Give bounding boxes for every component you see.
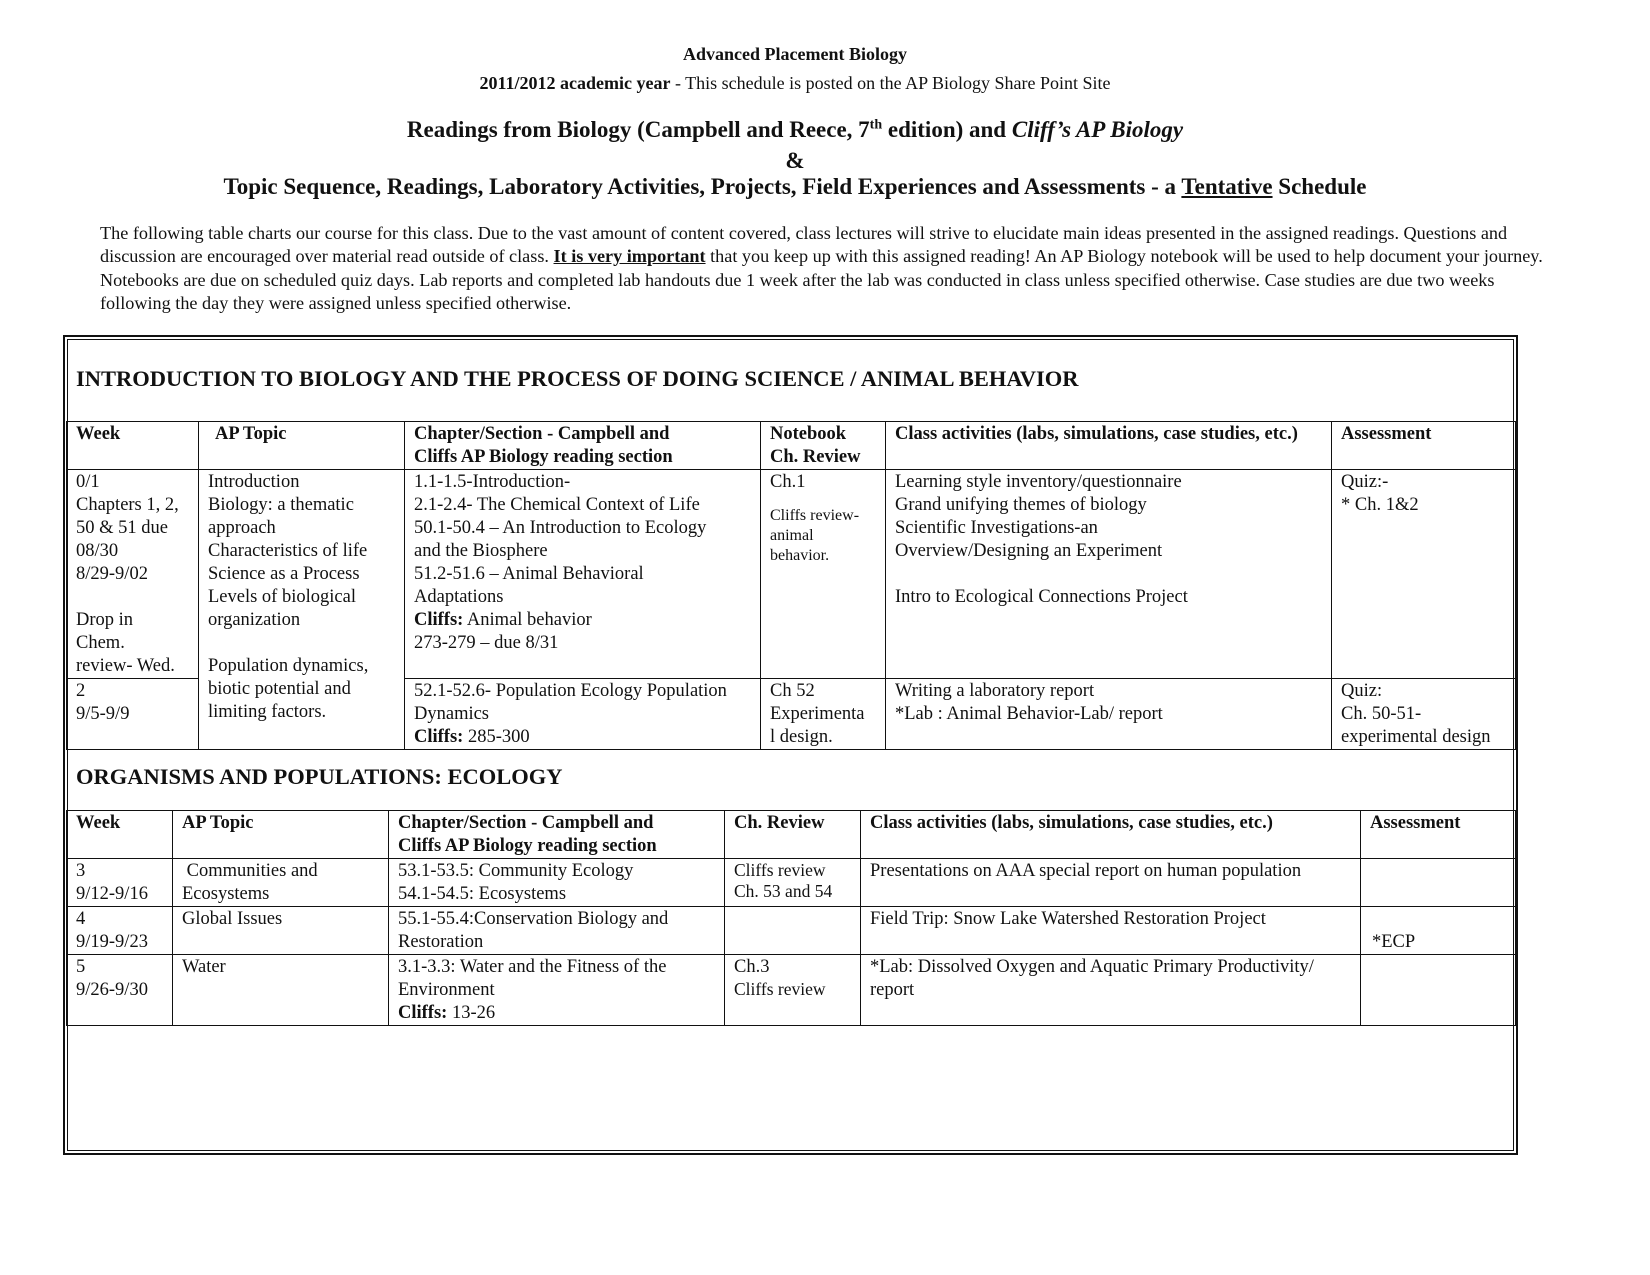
cliffs-label: Cliffs: bbox=[414, 727, 464, 747]
col-chapter-l1: Chapter/Section - Campbell and bbox=[398, 813, 654, 833]
table-header-row bbox=[67, 422, 1516, 470]
ap-topic-cell bbox=[173, 955, 389, 1026]
chapter-line: 53.1-53.5: Community Ecology bbox=[398, 861, 634, 881]
section-title-intro-biology: INTRODUCTION TO BIOLOGY AND THE PROCESS OF DOING SCIENCE / ANIMAL BEHAVIOR bbox=[76, 366, 1079, 391]
col-chapter bbox=[389, 811, 725, 859]
academic-year: 2011/2012 academic year bbox=[479, 73, 671, 93]
assessment-cell bbox=[1332, 679, 1516, 750]
week-line: 9/19-9/23 bbox=[76, 932, 148, 952]
table-row bbox=[67, 859, 1516, 907]
ap-topic-cell bbox=[199, 470, 405, 750]
chapter-line: and the Biosphere bbox=[414, 541, 548, 561]
week-line: Chem. bbox=[76, 633, 125, 653]
notebook-small-line: animal bbox=[770, 527, 814, 544]
spacer bbox=[895, 563, 1322, 586]
ap-topic-cell bbox=[173, 907, 389, 955]
share-point-note: - This schedule is posted on the AP Biology Share Point Site bbox=[670, 73, 1111, 93]
assessment-cell bbox=[1332, 470, 1516, 679]
review-cell bbox=[725, 955, 861, 1026]
chapter-line: 2.1-2.4- The Chemical Context of Life bbox=[414, 495, 700, 515]
review-cell bbox=[725, 859, 861, 907]
col-notebook bbox=[761, 422, 886, 470]
chapter-line: 3.1-3.3: Water and the Fitness of the bbox=[398, 957, 667, 977]
table-header-row bbox=[67, 811, 1516, 859]
chapter-line: 273-279 – due 8/31 bbox=[414, 633, 559, 653]
activities-cell bbox=[861, 907, 1361, 955]
cliffs-book-title: Cliff’s AP Biology bbox=[1011, 117, 1184, 142]
week-line: 9/26-9/30 bbox=[76, 980, 148, 1000]
activity-line: Overview/Designing an Experiment bbox=[895, 541, 1163, 561]
review-line: Cliffs review bbox=[734, 860, 826, 880]
chapter-cell bbox=[389, 907, 725, 955]
cliffs-label: Cliffs: bbox=[414, 610, 464, 630]
col-ap-topic: AP Topic bbox=[173, 811, 389, 859]
intro-important: It is very important bbox=[553, 246, 706, 267]
chapter-line: 55.1-55.4:Conservation Biology and bbox=[398, 909, 669, 929]
chapter-cell bbox=[389, 859, 725, 907]
week-line: review- Wed. bbox=[76, 656, 175, 676]
notebook-small-line: behavior. bbox=[770, 547, 830, 564]
notebook-line: Ch 52 bbox=[770, 681, 815, 701]
topic-line: limiting factors. bbox=[208, 702, 327, 722]
intro-paragraph bbox=[100, 222, 1560, 316]
col-notebook-l1: Notebook bbox=[770, 424, 847, 444]
col-chapter-l1: Chapter/Section - Campbell and bbox=[414, 424, 670, 444]
activities-cell bbox=[861, 859, 1361, 907]
assessment-line: experimental design bbox=[1341, 727, 1491, 747]
week-line: 50 & 51 due bbox=[76, 518, 168, 538]
chapter-line: 54.1-54.5: Ecosystems bbox=[398, 884, 567, 904]
week-line: 2 bbox=[76, 681, 86, 701]
review-line: Ch. 53 and 54 bbox=[734, 881, 833, 901]
assessment-line: * Ch. 1&2 bbox=[1341, 495, 1419, 515]
col-activities: Class activities (labs, simulations, case studies, etc.) bbox=[861, 811, 1361, 859]
table-row bbox=[67, 470, 1516, 679]
cliffs-reading bbox=[398, 1002, 715, 1025]
spacer bbox=[76, 586, 189, 609]
topic-line: organization bbox=[208, 610, 301, 630]
section-title-ecology: ORGANISMS AND POPULATIONS: ECOLOGY bbox=[76, 764, 563, 789]
assessment-line: Quiz: bbox=[1341, 681, 1383, 701]
chapter-line: Environment bbox=[398, 980, 495, 1000]
cliffs-text: 285-300 bbox=[463, 727, 530, 747]
week-line: Chapters 1, 2, bbox=[76, 495, 179, 515]
schedule-title-end: Schedule bbox=[1272, 174, 1367, 199]
chapter-cell bbox=[389, 955, 725, 1026]
spacer bbox=[770, 494, 876, 506]
topic-line: Population dynamics, bbox=[208, 656, 369, 676]
chapter-line: 50.1-50.4 – An Introduction to Ecology bbox=[414, 518, 707, 538]
schedule-title bbox=[0, 174, 1590, 200]
assessment-cell bbox=[1361, 859, 1516, 907]
topic-line: Levels of biological bbox=[208, 587, 356, 607]
topic-line: Introduction bbox=[208, 472, 300, 492]
activities-cell bbox=[886, 470, 1332, 679]
activity-line: *Lab : Animal Behavior-Lab/ report bbox=[895, 704, 1163, 724]
col-chapter-l2: Cliffs AP Biology reading section bbox=[414, 447, 673, 467]
activity-line: *Lab: Dissolved Oxygen and Aquatic Primary Productivity/ bbox=[870, 957, 1314, 977]
academic-year-line bbox=[0, 73, 1590, 94]
schedule-title-text: Topic Sequence, Readings, Laboratory Activities, Projects, Field Experiences and Assessments - a bbox=[223, 174, 1182, 199]
week-line: 3 bbox=[76, 861, 86, 881]
col-activities: Class activities (labs, simulations, case studies, etc.) bbox=[886, 422, 1332, 470]
activities-cell bbox=[886, 679, 1332, 750]
notebook-line: Experimenta bbox=[770, 704, 865, 724]
week-cell bbox=[67, 907, 173, 955]
readings-title bbox=[0, 117, 1590, 143]
col-review: Ch. Review bbox=[725, 811, 861, 859]
assessment-line: Ch. 50-51- bbox=[1341, 704, 1422, 724]
chapter-line: 51.2-51.6 – Animal Behavioral bbox=[414, 564, 644, 584]
notebook-line: l design. bbox=[770, 727, 833, 747]
cliffs-reading bbox=[414, 609, 751, 632]
ampersand: & bbox=[785, 148, 805, 173]
week-line: Drop in bbox=[76, 610, 134, 630]
spacer bbox=[208, 632, 395, 655]
col-notebook-l2: Ch. Review bbox=[770, 447, 861, 467]
week-line: 9/12-9/16 bbox=[76, 884, 148, 904]
notebook-cell bbox=[761, 470, 886, 679]
col-week: Week bbox=[67, 811, 173, 859]
col-assessment: Assessment bbox=[1361, 811, 1516, 859]
chapter-cell bbox=[405, 470, 761, 679]
col-chapter-l2: Cliffs AP Biology reading section bbox=[398, 836, 657, 856]
activity-line: report bbox=[870, 980, 915, 1000]
cliffs-text: 13-26 bbox=[447, 1003, 496, 1023]
intro-text-1: The following table charts our course for this class. Due to the vast amount of content covered, class lectures will strive to elucidate main ideas presented in the assigned readings. Questions and discussion are encouraged over material read outside of class. bbox=[100, 223, 1508, 267]
tentative-word: Tentative bbox=[1181, 174, 1273, 199]
ap-topic-cell bbox=[173, 859, 389, 907]
review-cell bbox=[725, 907, 861, 955]
notebook-small-line: Cliffs review- bbox=[770, 507, 860, 524]
topic-line: Communities and bbox=[182, 861, 318, 881]
week-line: 8/29-9/02 bbox=[76, 564, 148, 584]
schedule-table-intro bbox=[66, 421, 1516, 750]
activity-line: Learning style inventory/questionnaire bbox=[895, 472, 1182, 492]
topic-line: biotic potential and bbox=[208, 679, 351, 699]
chapter-line: Dynamics bbox=[414, 704, 490, 724]
cliffs-reading bbox=[414, 726, 751, 749]
activity-line: Grand unifying themes of biology bbox=[895, 495, 1147, 515]
week-cell bbox=[67, 679, 199, 750]
week-cell bbox=[67, 470, 199, 679]
week-cell bbox=[67, 955, 173, 1026]
cliffs-text: Animal behavior bbox=[463, 610, 592, 630]
activity-line: Writing a laboratory report bbox=[895, 681, 1095, 701]
week-cell bbox=[67, 859, 173, 907]
readings-title-text: Readings from Biology (Campbell and Reece, 7 bbox=[406, 117, 870, 142]
assessment-cell bbox=[1361, 955, 1516, 1026]
chapter-cell bbox=[405, 679, 761, 750]
edition-superscript: th bbox=[869, 117, 883, 133]
intro-text-2: that you keep up with this assigned reading! An AP Biology notebook will be used to help document your journey. Notebooks are due on scheduled quiz days. Lab reports and completed lab handouts due 1 week after the lab was conducted in class unless specified otherwise. Case studies are due two weeks following the day they were assigned unless specified otherwise. bbox=[100, 246, 1543, 314]
chapter-line: Adaptations bbox=[414, 587, 504, 607]
week-line: 4 bbox=[76, 909, 86, 929]
chapter-line: 52.1-52.6- Population Ecology Population bbox=[414, 681, 727, 701]
topic-line: Characteristics of life bbox=[208, 541, 368, 561]
assessment-cell: *ECP bbox=[1361, 907, 1516, 955]
activities-cell bbox=[861, 955, 1361, 1026]
chapter-line: 1.1-1.5-Introduction- bbox=[414, 472, 571, 492]
notebook-cell bbox=[761, 679, 886, 750]
col-ap-topic: AP Topic bbox=[199, 422, 405, 470]
topic-line: Global Issues bbox=[182, 909, 283, 929]
topic-line: Ecosystems bbox=[182, 884, 270, 904]
week-line: 0/1 bbox=[76, 472, 100, 492]
activity-line: Intro to Ecological Connections Project bbox=[895, 587, 1188, 607]
week-line: 5 bbox=[76, 957, 86, 977]
notebook-line: Ch.1 bbox=[770, 472, 806, 492]
assessment-line: Quiz:- bbox=[1341, 472, 1389, 492]
col-chapter bbox=[405, 422, 761, 470]
activity-line: Presentations on AAA special report on human population bbox=[870, 861, 1302, 881]
table-row bbox=[67, 955, 1516, 1026]
cliffs-label: Cliffs: bbox=[398, 1003, 448, 1023]
week-line: 08/30 bbox=[76, 541, 119, 561]
readings-title-text-2: edition) and bbox=[882, 117, 1012, 142]
week-line: 9/5-9/9 bbox=[76, 704, 130, 724]
topic-line: Science as a Process bbox=[208, 564, 360, 584]
document-heading: Advanced Placement Biology bbox=[683, 44, 907, 64]
topic-line: Water bbox=[182, 957, 226, 977]
activity-line: Field Trip: Snow Lake Watershed Restoration Project bbox=[870, 909, 1266, 929]
topic-line: approach bbox=[208, 518, 276, 538]
activity-line: Scientific Investigations-an bbox=[895, 518, 1098, 538]
col-week: Week bbox=[67, 422, 199, 470]
table-row bbox=[67, 907, 1516, 955]
schedule-table-ecology bbox=[66, 810, 1516, 1026]
topic-line: Biology: a thematic bbox=[208, 495, 354, 515]
col-assessment: Assessment bbox=[1332, 422, 1516, 470]
review-line: Cliffs review bbox=[734, 979, 826, 999]
chapter-line: Restoration bbox=[398, 932, 484, 952]
review-line: Ch.3 bbox=[734, 957, 770, 977]
